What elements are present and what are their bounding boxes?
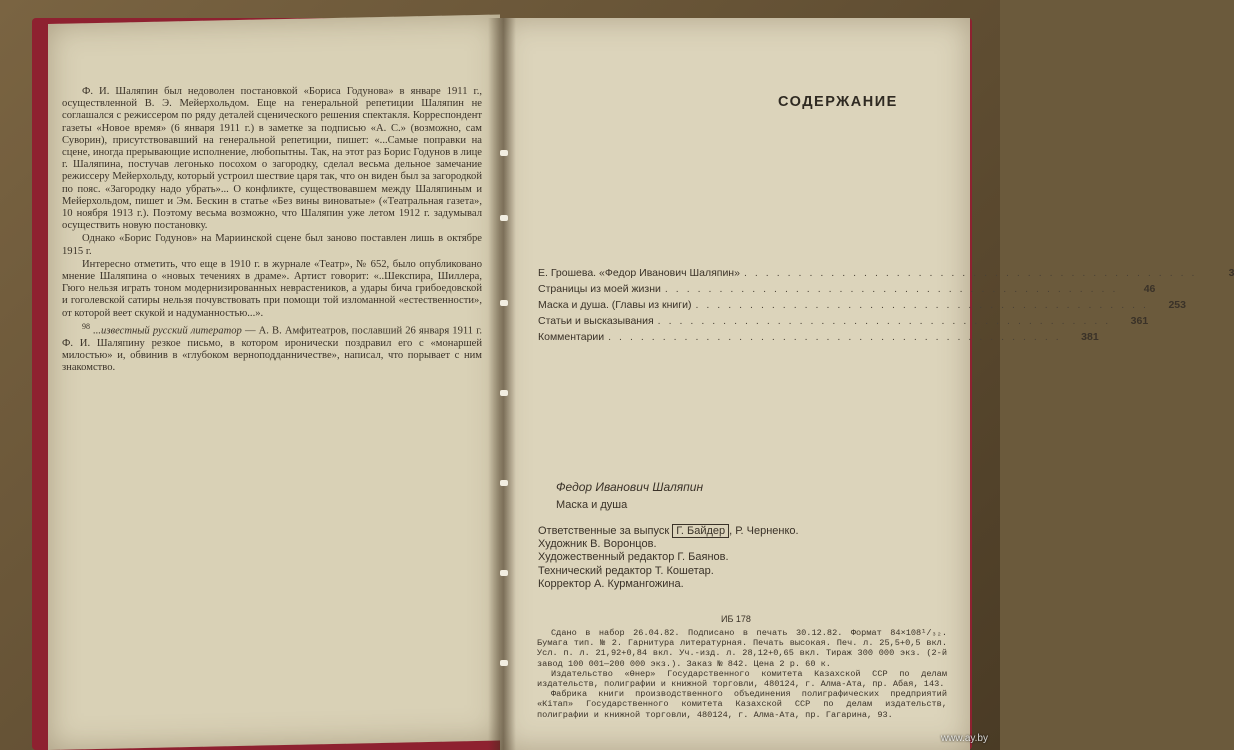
footnote-text: — А. В. Амфитеатров, пославший 26 января 1911 г. Ф. И. Шаляпину резкое письмо, в котором иронически поздравил его с «монаршей милостью» и, обвинив в «глубоком верноподданничестве», написал, что порывает с ним знакомство. bbox=[62, 325, 482, 373]
staff-art-editor: Художественный редактор Г. Баянов. bbox=[538, 551, 729, 564]
binding-stitch bbox=[500, 300, 508, 306]
toc-leader-dots: .......................................... bbox=[695, 299, 1154, 311]
footnote bbox=[62, 321, 482, 374]
imprint-author: Федор Иванович Шаляпин bbox=[556, 480, 704, 494]
toc-entry-page: 46 bbox=[1143, 283, 1156, 295]
staff-responsible-suffix: , Р. Черненко. bbox=[729, 525, 799, 537]
staff-responsible bbox=[538, 525, 799, 538]
toc-entry-label: Комментарии bbox=[538, 331, 605, 343]
imprint-work-title: Маска и душа bbox=[556, 499, 628, 511]
toc-entry-page: 3 bbox=[1228, 267, 1234, 279]
printing-details bbox=[537, 628, 947, 720]
imprint-staff bbox=[538, 525, 799, 591]
book-gutter bbox=[488, 18, 516, 750]
toc-leader-dots: .......................................... bbox=[608, 331, 1067, 343]
toc-leader-dots: .......................................... bbox=[743, 267, 1203, 279]
binding-stitch bbox=[500, 390, 508, 396]
isbn-label: ИБ 178 bbox=[721, 614, 751, 624]
toc-entry bbox=[538, 299, 1186, 315]
note-paragraph: Ф. И. Шаляпин был недоволен постановкой «Бориса Годунова» в январе 1911 г., осуществленной В. Э. Мейерхольдом. Еще на генеральной репетиции Шаляпин не соглашался с режиссером по ряду деталей сценического решения спектакля. Корреспондент газеты «Новое время» (6 января 1911 г.) в заметке за подписью «А. С.» (возможно, сам Суворин), присутствовавший на генеральной репетиции, пишет: «...Самые поправки на сцене, иногда прерывающие исполнение, любопытны. Так, на этот раз Борис Годунов в лице г. Шаляпина, постучав легонько посохом о загородку, сделал весьма дельное замечание режиссеру Мейерхольду, который устроил шествие царя так, что он виден был за загородкой по пояс. «Загородку надо убрать»... О конфликте, существовавшем между Шаляпиным и Мейерхольдом, пишет и Эм. Бескин в статье «Без вины виноватые» («Театральная газета», 10 ноября 1913 г.). Поэтому весьма возможно, что Шаляпин уже летом 1912 г. задумывал осуществить новую постановку. bbox=[62, 86, 482, 232]
toc-title: СОДЕРЖАНИЕ bbox=[778, 94, 898, 110]
toc-entry-page: 381 bbox=[1081, 331, 1099, 343]
note-paragraph: Интересно отметить, что еще в 1910 г. в журнале «Театр», № 652, было опубликовано мнение Шаляпина о «новых течениях в драме». Артист говорит: «..Шекспира, Шиллера, Гюго нельзя играть тоном модернизированных неврастеников, а удары бича грибоедовской и гоголевской сатиры нельзя почувствовать при помощи той изломанной «естественности», от которой веет скукой и надуманностью...». bbox=[62, 258, 482, 319]
toc-leader-dots: .......................................... bbox=[657, 315, 1117, 327]
toc-entry-label: Е. Грошева. «Федор Иванович Шаляпин» bbox=[538, 267, 740, 279]
binding-stitch bbox=[500, 570, 508, 576]
staff-responsible-prefix: Ответственные за выпуск bbox=[538, 525, 670, 537]
toc-entry bbox=[538, 331, 1099, 347]
table-of-contents bbox=[538, 267, 1234, 347]
toc-entry bbox=[538, 283, 1156, 299]
binding-stitch bbox=[500, 215, 508, 221]
printing-paragraph: Фабрика книги производственного объединения полиграфических предприятий «Кітап» Государственного комитета Казахской ССР по делам издательств, полиграфии и книжной торговли, 480124, г. Алма-Ата, пр. Гагарина, 93. bbox=[537, 689, 947, 720]
toc-entry bbox=[538, 315, 1149, 331]
toc-entry-label: Страницы из моей жизни bbox=[538, 283, 661, 295]
toc-entry-label: Маска и душа. (Главы из книги) bbox=[538, 299, 692, 311]
toc-entry-page: 253 bbox=[1168, 299, 1186, 311]
footnote-italic: ...известный русский литератор bbox=[93, 325, 242, 337]
binding-stitch bbox=[500, 480, 508, 486]
staff-artist: Художник В. Воронцов. bbox=[538, 538, 657, 551]
staff-corrector: Корректор А. Курмангожина. bbox=[538, 577, 684, 590]
toc-leader-dots: .......................................... bbox=[664, 283, 1124, 295]
printing-paragraph: Издательство «Өнер» Государственного комитета Казахской ССР по делам издательств, полиграфии и книжной торговли, 480124, г. Алма-Ата, пр. Абая, 143. bbox=[537, 668, 947, 690]
footnote-number: 98 bbox=[82, 321, 90, 331]
watermark: www.ay.by bbox=[940, 733, 988, 744]
binding-stitch bbox=[500, 660, 508, 666]
toc-entry-label: Статьи и высказывания bbox=[538, 315, 654, 327]
staff-responsible-boxed: Г. Байдер bbox=[672, 524, 729, 538]
toc-entry-page: 361 bbox=[1130, 315, 1149, 327]
staff-tech-editor: Технический редактор Т. Кошетар. bbox=[538, 564, 714, 577]
printing-paragraph: Сдано в набор 26.04.82. Подписано в печать 30.12.82. Формат 84×108¹/₃₂. Бумага тип. № 2. Гарнитура литературная. Печать высокая. Печ. л. 25,5+0,5 вкл. Усл. п. л. 21,92+0,84 вкл. Уч.-изд. л. 28,12+0,65 вкл. Тираж 300 000 экз. (2-й завод 100 001—200 000 экз.). Заказ № 842. Цена 2 р. 60 к. bbox=[537, 628, 947, 669]
binding-stitch bbox=[500, 150, 508, 156]
note-paragraph: Однако «Борис Годунов» на Мариинской сцене был заново поставлен лишь в октябре 1915 г. bbox=[62, 233, 482, 257]
toc-entry bbox=[538, 267, 1234, 283]
commentary-notes bbox=[62, 86, 482, 375]
